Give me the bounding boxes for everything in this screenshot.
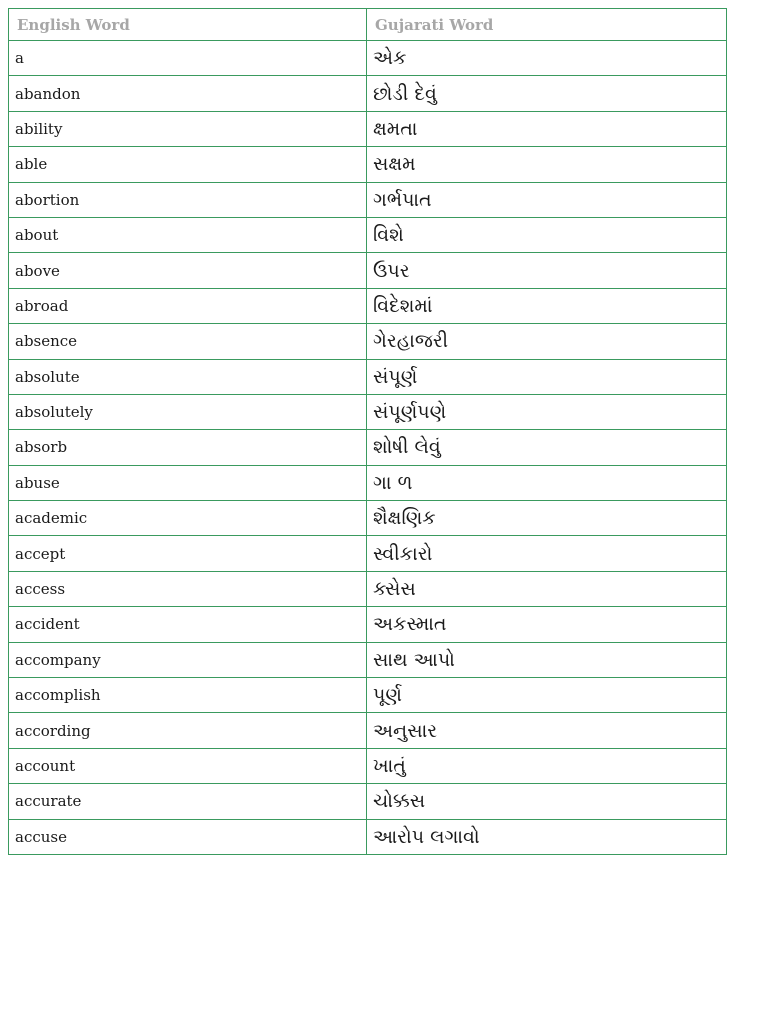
table-row [9, 394, 727, 429]
gujarati-word-cell: ક્ષમતા [367, 111, 727, 146]
table-row [9, 501, 727, 536]
gujarati-word-cell: સાથ આપો [367, 642, 727, 677]
gujarati-word-cell: ગર્ભપાત [367, 182, 727, 217]
gujarati-word-cell: પૂર્ણ [367, 678, 727, 713]
gujarati-word-cell: ગેરહાજરી [367, 324, 727, 359]
table-row [9, 642, 727, 677]
table-row [9, 76, 727, 111]
table-row [9, 147, 727, 182]
gujarati-word-cell: ગા ળ [367, 465, 727, 500]
table-row [9, 819, 727, 854]
gujarati-word-cell: શૈક્ષણિક [367, 501, 727, 536]
gujarati-word-cell: સંપૂર્ણપણે [367, 394, 727, 429]
table-row [9, 217, 727, 252]
gujarati-word-cell: ઉપર [367, 253, 727, 288]
gujarati-word-cell: આરોપ લગાવો [367, 819, 727, 854]
english-word-cell: access [9, 571, 367, 606]
table-row [9, 678, 727, 713]
table-row [9, 430, 727, 465]
english-word-cell: accomplish [9, 678, 367, 713]
english-word-cell: according [9, 713, 367, 748]
english-word-cell: academic [9, 501, 367, 536]
gujarati-word-cell: એક [367, 41, 727, 76]
english-word-cell: above [9, 253, 367, 288]
table-row [9, 607, 727, 642]
table-row [9, 571, 727, 606]
english-word-cell: abortion [9, 182, 367, 217]
vocabulary-table [8, 8, 727, 855]
english-word-cell: accept [9, 536, 367, 571]
header-gujarati-word: Gujarati Word [367, 9, 727, 41]
table-row [9, 748, 727, 783]
gujarati-word-cell: સંપૂર્ણ [367, 359, 727, 394]
table-row [9, 713, 727, 748]
gujarati-word-cell: ચોક્કસ [367, 784, 727, 819]
header-english-word: English Word [9, 9, 367, 41]
table-row [9, 536, 727, 571]
english-word-cell: absolute [9, 359, 367, 394]
gujarati-word-cell: છોડી દેવું [367, 76, 727, 111]
gujarati-word-cell: સક્ષમ [367, 147, 727, 182]
table-header-row [9, 9, 727, 41]
table-row [9, 111, 727, 146]
gujarati-word-cell: શોષી લેવું [367, 430, 727, 465]
english-word-cell: about [9, 217, 367, 252]
table-row [9, 324, 727, 359]
gujarati-word-cell: અકસ્માત [367, 607, 727, 642]
english-word-cell: abandon [9, 76, 367, 111]
table-row [9, 465, 727, 500]
english-word-cell: abroad [9, 288, 367, 323]
gujarati-word-cell: ખાતું [367, 748, 727, 783]
english-word-cell: accuse [9, 819, 367, 854]
english-word-cell: a [9, 41, 367, 76]
english-word-cell: ability [9, 111, 367, 146]
gujarati-word-cell: સ્વીકારો [367, 536, 727, 571]
english-word-cell: accompany [9, 642, 367, 677]
english-word-cell: absence [9, 324, 367, 359]
table-row [9, 41, 727, 76]
english-word-cell: absorb [9, 430, 367, 465]
english-word-cell: account [9, 748, 367, 783]
english-word-cell: abuse [9, 465, 367, 500]
gujarati-word-cell: વિદેશમાં [367, 288, 727, 323]
table-row [9, 359, 727, 394]
table-row [9, 182, 727, 217]
table-row [9, 784, 727, 819]
gujarati-word-cell: વિશે [367, 217, 727, 252]
table-row [9, 288, 727, 323]
english-word-cell: accurate [9, 784, 367, 819]
english-word-cell: absolutely [9, 394, 367, 429]
table-row [9, 253, 727, 288]
english-word-cell: accident [9, 607, 367, 642]
english-word-cell: able [9, 147, 367, 182]
gujarati-word-cell: અનુસાર [367, 713, 727, 748]
table-body [9, 41, 727, 855]
gujarati-word-cell: ક્સેસ [367, 571, 727, 606]
